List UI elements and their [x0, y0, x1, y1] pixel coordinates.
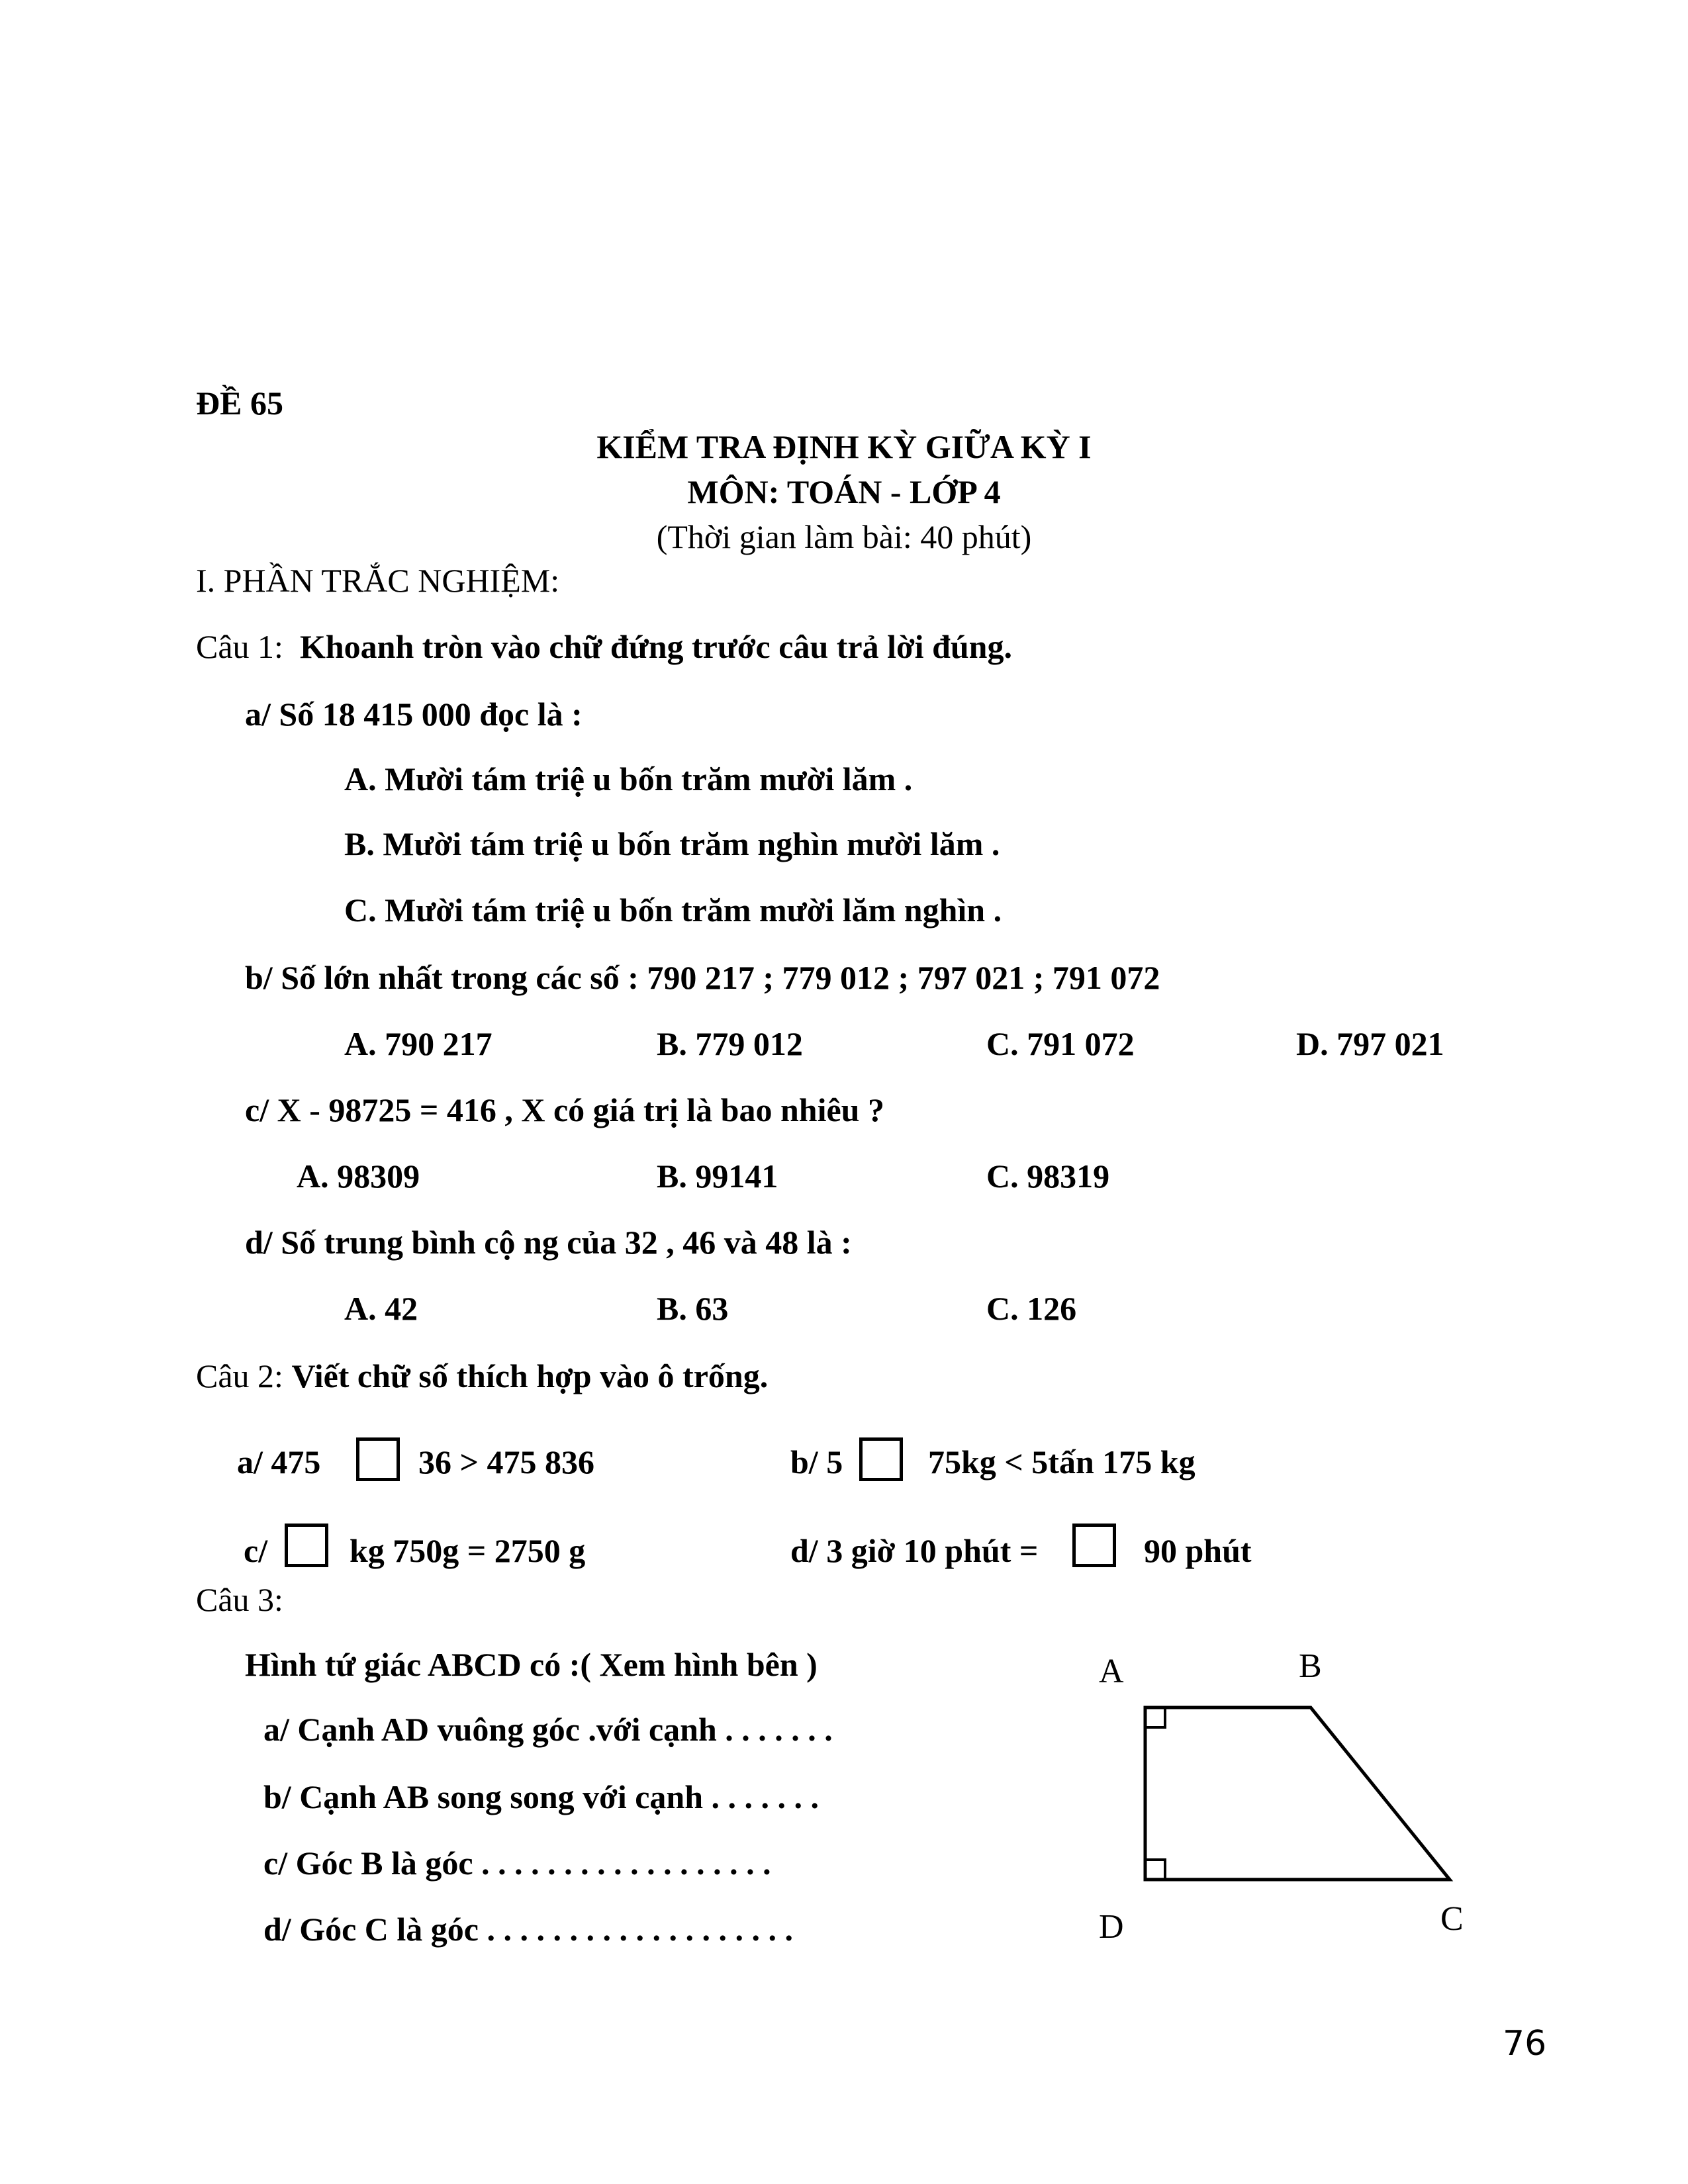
- vertex-label-b: B: [1299, 1647, 1322, 1685]
- q2b-answer-box[interactable]: [859, 1437, 903, 1481]
- trapezoid-outline: [1145, 1707, 1450, 1880]
- q1d-option-a: A. 42: [344, 1290, 418, 1327]
- question-1-text: Khoanh tròn vào chữ đứng trước câu trả lời đúng.: [299, 628, 1012, 665]
- q2b-suffix: 75kg < 5tấn 175 kg: [928, 1443, 1196, 1480]
- q2d-answer-box[interactable]: [1072, 1524, 1116, 1567]
- q2a-prefix: a/ 475: [237, 1443, 321, 1480]
- q1b-option-d: D. 797 021: [1296, 1025, 1444, 1062]
- question-1-label: Câu 1:: [196, 628, 283, 665]
- q1a-option-c: C. Mười tám triệ u bốn trăm mười lăm nghìn .: [344, 891, 1002, 929]
- q3a-item: a/ Cạnh AD vuông góc .với cạnh . . . . . . .: [263, 1711, 833, 1748]
- right-angle-mark-d: [1145, 1860, 1165, 1880]
- question-3-label: Câu 3:: [196, 1581, 283, 1618]
- question-2-label: Câu 2:: [196, 1357, 283, 1394]
- q3-intro: Hình tứ giác ABCD có :( Xem hình bên ): [245, 1646, 818, 1683]
- q2a-answer-box[interactable]: [356, 1437, 400, 1481]
- q2c-answer-box[interactable]: [285, 1524, 328, 1567]
- q1a-question: a/ Số 18 415 000 đọc là :: [245, 696, 583, 733]
- exam-subject: MÔN: TOÁN - LỚP 4: [687, 473, 1001, 510]
- q1b-option-b: B. 779 012: [657, 1025, 803, 1062]
- q1a-option-a: A. Mười tám triệ u bốn trăm mười lăm .: [344, 760, 913, 797]
- q1c-option-c: C. 98319: [986, 1158, 1110, 1195]
- exam-code: ĐỀ 65: [196, 385, 283, 422]
- section-title: I. PHẦN TRẮC NGHIỆM:: [196, 562, 560, 599]
- exam-duration: (Thời gian làm bài: 40 phút): [656, 518, 1032, 555]
- q2d-suffix: 90 phút: [1144, 1532, 1252, 1569]
- q1c-option-a: A. 98309: [297, 1158, 420, 1195]
- question-2-instruction: [196, 1359, 768, 1392]
- q2c-suffix: kg 750g = 2750 g: [350, 1532, 586, 1569]
- q3b-item: b/ Cạnh AB song song với cạnh . . . . . . .: [263, 1778, 820, 1815]
- trapezoid-shape: [1125, 1694, 1470, 1893]
- q2a-suffix: 36 > 475 836: [418, 1443, 594, 1480]
- question-2-text: Viết chữ số thích hợp vào ô trống.: [291, 1357, 769, 1394]
- question-1-instruction: [196, 630, 1012, 663]
- q1b-question: b/ Số lớn nhất trong các số : 790 217 ; 779 012 ; 797 021 ; 791 072: [245, 959, 1160, 996]
- exam-title: KIỂM TRA ĐỊNH KỲ GIỮA KỲ I: [596, 428, 1092, 465]
- q1d-question: d/ Số trung bình cộ ng của 32 , 46 và 48 là :: [245, 1224, 852, 1261]
- q3d-item: d/ Góc C là góc . . . . . . . . . . . . . . . . . . .: [263, 1911, 793, 1948]
- q1d-option-b: B. 63: [657, 1290, 729, 1327]
- vertex-label-a: A: [1099, 1653, 1124, 1690]
- q1b-option-c: C. 791 072: [986, 1025, 1135, 1062]
- q2d-prefix: d/ 3 giờ 10 phút =: [790, 1532, 1039, 1569]
- q1c-question: c/ X - 98725 = 416 , X có giá trị là bao nhiêu ?: [245, 1091, 884, 1128]
- q2b-prefix: b/ 5: [790, 1443, 843, 1480]
- q1c-option-b: B. 99141: [657, 1158, 778, 1195]
- q1a-option-b: B. Mười tám triệ u bốn trăm nghìn mười lăm .: [344, 825, 1000, 862]
- vertex-label-c: C: [1440, 1900, 1464, 1938]
- q3c-item: c/ Góc B là góc . . . . . . . . . . . . . . . . . .: [263, 1844, 771, 1882]
- q1d-option-c: C. 126: [986, 1290, 1077, 1327]
- q2c-prefix: c/: [244, 1532, 268, 1569]
- page-number: 76: [1503, 2024, 1547, 2064]
- q1b-option-a: A. 790 217: [344, 1025, 492, 1062]
- vertex-label-d: D: [1099, 1908, 1124, 1946]
- right-angle-mark-a: [1145, 1707, 1165, 1727]
